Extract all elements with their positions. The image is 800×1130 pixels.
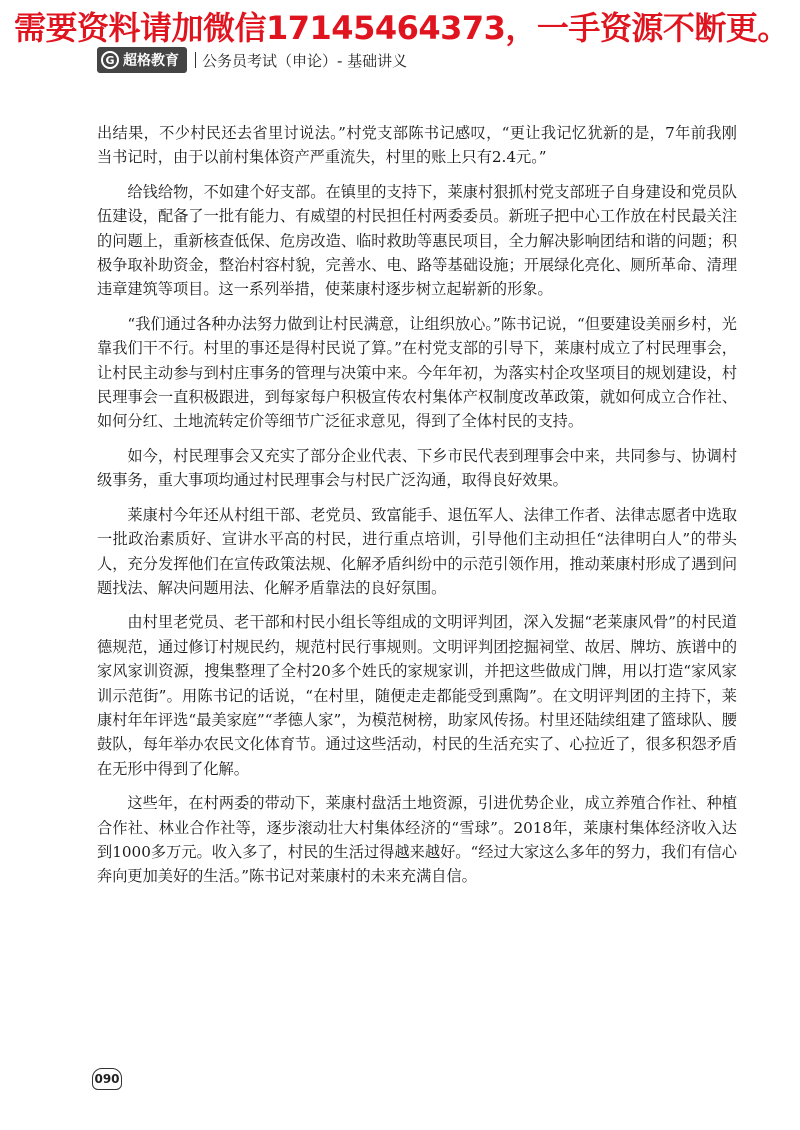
- paragraph: 出结果，不少村民还去省里讨说法。”村党支部陈书记感叹，“更让我记忆犹新的是，7年前我刚当书记时，由于以前村集体资产严重流失，村里的账上只有2.4元。”: [97, 124, 737, 167]
- header-divider: [195, 52, 196, 68]
- paragraph: 莱康村今年还从村组干部、老党员、致富能手、退伍军人、法律工作者、法律志愿者中选取一批政治素质好、宣讲水平高的村民，进行重点培训，引导他们主动担任“法律明白人”的带头人，充分发挥他们在宣传政策法规、化解矛盾纠纷中的示范引领作用，推动莱康村形成了遇到问题找法、解决问题用法、化解矛盾靠法的良好氛围。: [97, 505, 737, 597]
- paragraph: 如今，村民理事会又充实了部分企业代表、下乡市民代表到理事会中来，共同参与、协调村级事务，重大事项均通过村民理事会与村民广泛沟通，取得良好效果。: [97, 446, 737, 490]
- page-number: 090: [92, 1068, 122, 1090]
- watermark-banner: 需要资料请加微信17145464373，一手资源不断更。: [14, 9, 789, 47]
- paragraph: “我们通过各种办法努力做到让村民满意，让组织放心。”陈书记说，“但要建设美丽乡村，光靠我们干不行。村里的事还是得村民说了算。”在村党支部的引导下，莱康村成立了村民理事会，让村民主动参与到村庄事务的管理与决策中来。今年年初，为落实村企攻坚项目的规划建设，村民理事会一直积极跟进，到每家每户积极宣传农村集体产权制度改革政策，就如何成立合作社、如何分红、土地流转定价等细节广泛征求意见，得到了全体村民的支持。: [97, 314, 737, 431]
- logo-g-icon: G: [101, 51, 119, 69]
- logo-text: 超格教育: [123, 53, 179, 69]
- paragraph: 给钱给物，不如建个好支部。在镇里的支持下，莱康村狠抓村党支部班子自身建设和党员队伍建设，配备了一批有能力、有威望的村民担任村两委委员。新班子把中心工作放在村民最关注的问题上，重新核查低保、危房改造、临时救助等惠民项目，全力解决影响团结和谐的问题；积极争取补助资金，整治村容村貌，完善水、电、路等基础设施；开展绿化亮化、厕所革命、清理违章建筑等项目。这一系列举措，使莱康村逐步树立起崭新的形象。: [97, 182, 737, 299]
- page-header: [97, 46, 407, 74]
- paragraph: 由村里老党员、老干部和村民小组长等组成的文明评判团，深入发掘“老莱康风骨”的村民道德规范，通过修订村规民约，规范村民行事规则。文明评判团挖掘祠堂、故居、牌坊、族谱中的家风家训资源，搜集整理了全村20多个姓氏的家规家训，并把这些做成门牌，用以打造“家风家训示范街”。用陈书记的话说，“在村里，随便走走都能受到熏陶”。在文明评判团的主持下，莱康村年年评选“最美家庭”“孝德人家”，为模范树榜，助家风传扬。村里还陆续组建了篮球队、腰鼓队，每年举办农民文化体育节。通过这些活动，村民的生活充实了、心拉近了，很多积怨矛盾在无形中得到了化解。: [97, 613, 737, 778]
- publisher-logo: [97, 47, 187, 73]
- header-title: 公务员考试（申论）- 基础讲义: [202, 51, 408, 70]
- body-text: [97, 121, 737, 899]
- paragraph: 这些年，在村两委的带动下，莱康村盘活土地资源，引进优势企业，成立养殖合作社、种植合作社、林业合作社等，逐步滚动壮大村集体经济的“雪球”。2018年，莱康村集体经济收入达到1000多万元。收入多了，村民的生活过得越来越好。“经过大家这么多年的努力，我们有信心奔向更加美好的生活。”陈书记对莱康村的未来充满自信。: [97, 794, 737, 886]
